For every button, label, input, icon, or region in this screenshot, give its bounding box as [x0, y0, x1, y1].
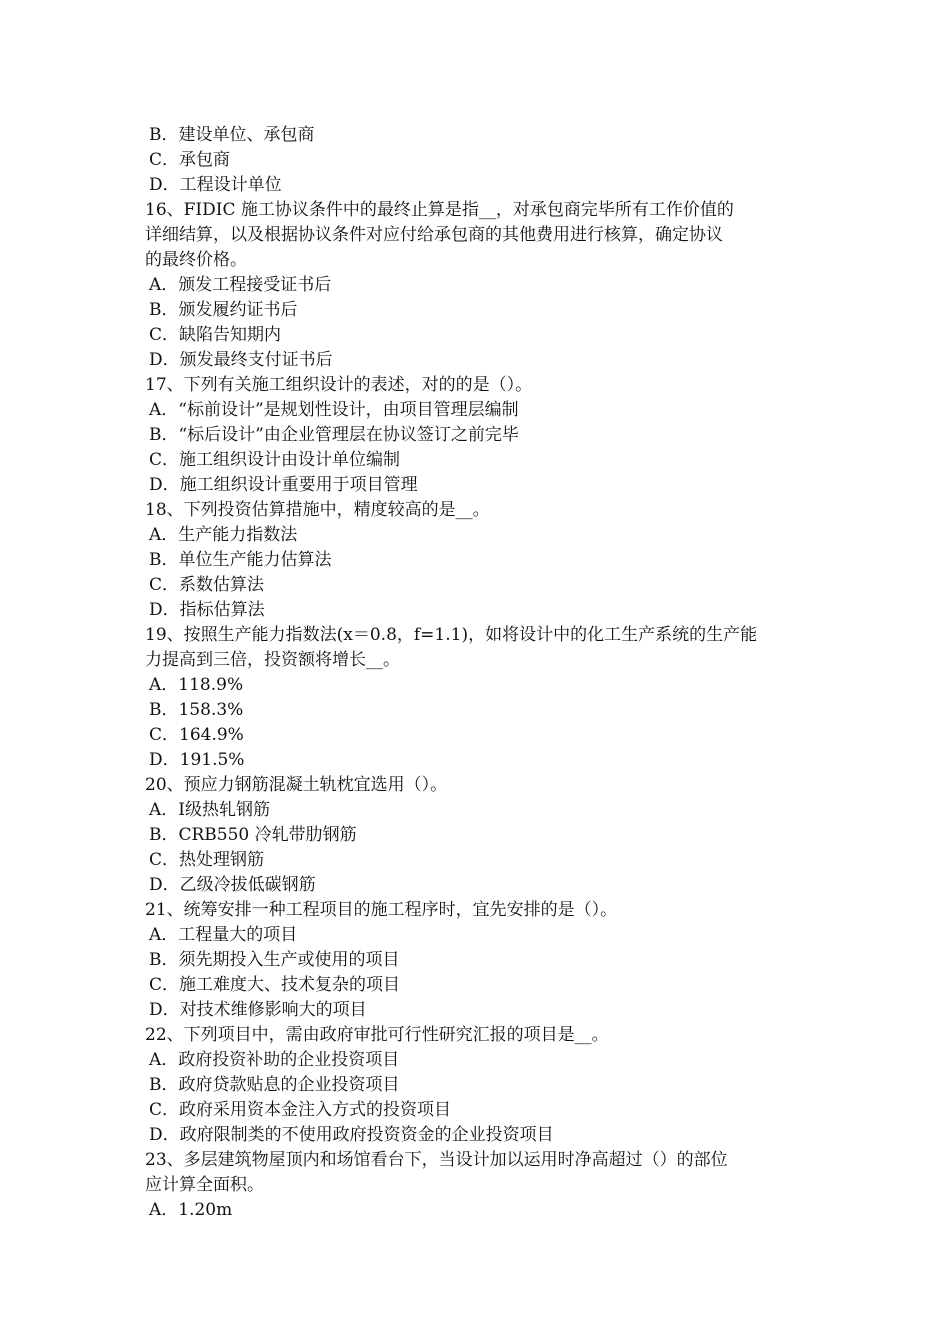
answer-option-line: B．政府贷款贴息的企业投资项目: [149, 1075, 400, 1095]
question-text-line: 19、按照生产能力指数法(x＝0.8，f=1.1)，如将设计中的化工生产系统的生产能: [145, 625, 758, 645]
answer-option-line: D．政府限制类的不使用政府投资资金的企业投资项目: [149, 1125, 554, 1145]
answer-option-line: C．缺陷告知期内: [149, 325, 282, 345]
answer-option-line: B．CRB550 冷轧带肋钢筋: [149, 825, 357, 845]
answer-option-line: A．1.20m: [149, 1200, 233, 1220]
document-page: [145, 123, 810, 1223]
answer-option-line: C．施工组织设计由设计单位编制: [149, 450, 401, 470]
answer-option-line: D．工程设计单位: [149, 175, 282, 195]
question-text-line: 18、下列投资估算措施中，精度较高的是__。: [145, 500, 490, 520]
answer-option-line: A．118.9%: [149, 675, 244, 695]
answer-option-line: A．生产能力指数法: [149, 525, 298, 545]
answer-option-line: D．指标估算法: [149, 600, 265, 620]
answer-option-line: A．颁发工程接受证书后: [149, 275, 332, 295]
answer-option-line: A．“标前设计”是规划性设计，由项目管理层编制: [149, 400, 519, 420]
answer-option-line: C．热处理钢筋: [149, 850, 265, 870]
answer-option-line: D．颁发最终支付证书后: [149, 350, 333, 370]
answer-option-line: C．政府采用资本金注入方式的投资项目: [149, 1100, 452, 1120]
answer-option-line: B．颁发履约证书后: [149, 300, 298, 320]
question-text-line: 21、统筹安排一种工程项目的施工程序时，宜先安排的是（）。: [145, 900, 618, 920]
question-text-line: 16、FIDIC 施工协议条件中的最终止算是指__，对承包商完毕所有工作价值的: [145, 200, 734, 220]
answer-option-line: D．乙级冷拔低碳钢筋: [149, 875, 316, 895]
answer-option-line: A．政府投资补助的企业投资项目: [149, 1050, 400, 1070]
question-text-line: 应计算全面积。: [145, 1175, 264, 1195]
question-text-line: 力提高到三倍，投资额将增长__。: [145, 650, 400, 670]
answer-option-line: D．施工组织设计重要用于项目管理: [149, 475, 418, 495]
answer-option-line: D．对技术维修影响大的项目: [149, 1000, 367, 1020]
answer-option-line: C．系数估算法: [149, 575, 265, 595]
question-text-line: 20、预应力钢筋混凝土轨枕宜选用（）。: [145, 775, 448, 795]
answer-option-line: A．工程量大的项目: [149, 925, 298, 945]
answer-option-line: C．施工难度大、技术复杂的项目: [149, 975, 401, 995]
answer-option-line: B．单位生产能力估算法: [149, 550, 332, 570]
question-text-line: 的最终价格。: [145, 250, 247, 270]
answer-option-line: B．建设单位、承包商: [149, 125, 315, 145]
answer-option-line: B．“标后设计”由企业管理层在协议签订之前完毕: [149, 425, 519, 445]
answer-option-line: D．191.5%: [149, 750, 245, 770]
question-text-line: 22、下列项目中，需由政府审批可行性研究汇报的项目是__。: [145, 1025, 609, 1045]
answer-option-line: C．承包商: [149, 150, 231, 170]
question-text-line: 详细结算，以及根据协议条件对应付给承包商的其他费用进行核算，确定协议: [145, 225, 723, 245]
answer-option-line: A．Ⅰ级热轧钢筋: [149, 800, 270, 820]
question-text-line: 17、下列有关施工组织设计的表述，对的的是（）。: [145, 375, 533, 395]
answer-option-line: B．158.3%: [149, 700, 244, 720]
answer-option-line: B．须先期投入生产或使用的项目: [149, 950, 400, 970]
question-text-line: 23、多层建筑物屋顶内和场馆看台下，当设计加以运用时净高超过（）的部位: [145, 1150, 728, 1170]
answer-option-line: C．164.9%: [149, 725, 244, 745]
